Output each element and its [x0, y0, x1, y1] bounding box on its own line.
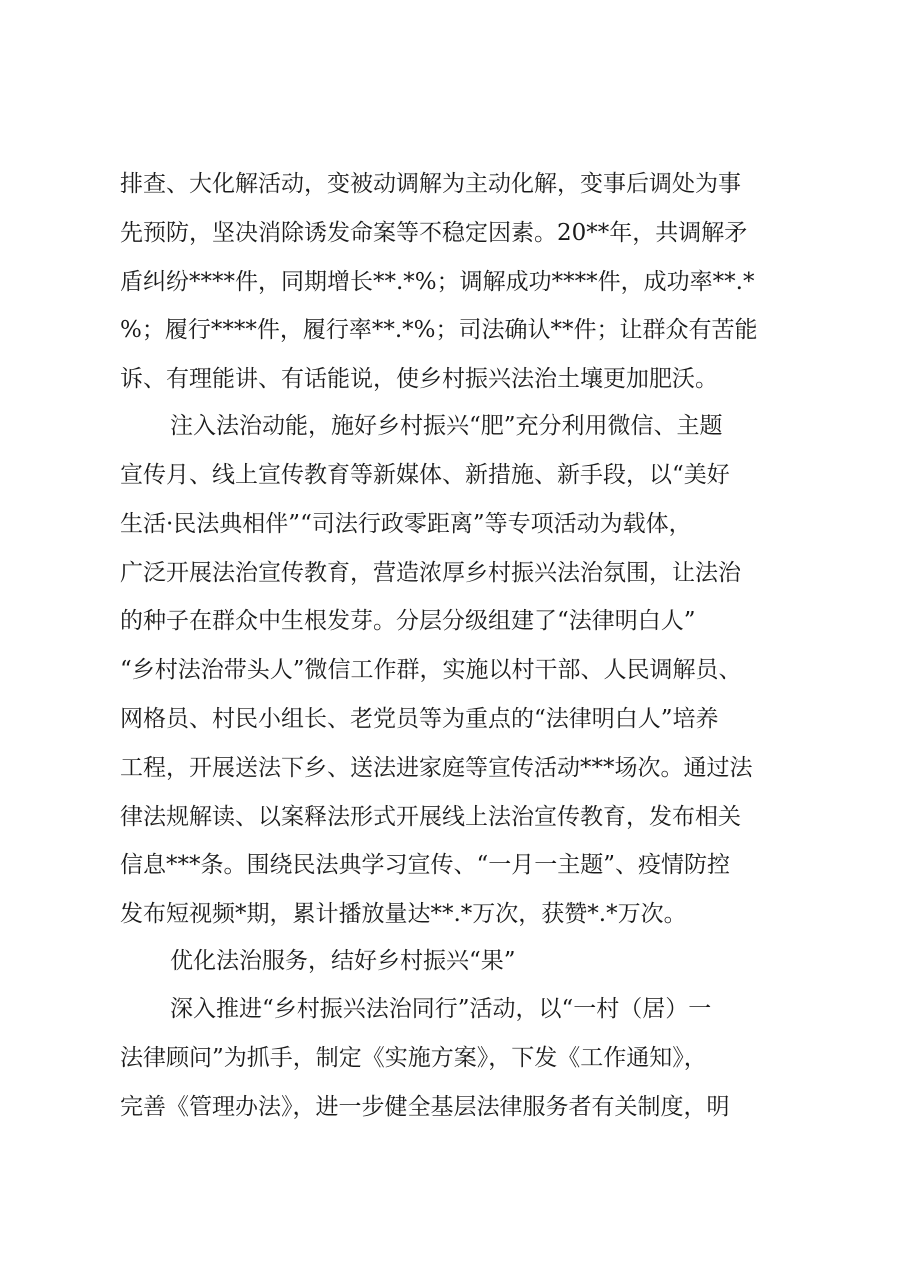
text-line-1: 排查、大化解活动，变被动调解为主动化解，变事后调处为事 — [120, 171, 741, 197]
text-line-5: 诉、有理能讲、有话能说，使乡村振兴法治土壤更加肥沃。 — [120, 366, 718, 392]
section-heading: 优化法治服务，结好乡村振兴“果” — [170, 948, 516, 974]
text-line-2: 先预防，坚决消除诱发命案等不稳定因素。20**年，共调解矛 — [120, 220, 748, 246]
text-line-8: 生活·民法典相伴”“司法行政零距离”等专项活动为载体， — [120, 511, 692, 537]
paragraph-start-line: 注入法治动能，施好乡村振兴“肥”充分利用微信、主题 — [170, 413, 723, 439]
text-line-13: 工程，开展送法下乡、送法进家庭等宣传活动***场次。通过法 — [120, 755, 753, 781]
paragraph-start-line: 深入推进“乡村振兴法治同行”活动，以“一村（居）一 — [170, 996, 712, 1022]
text-line-9: 广泛开展法治宣传教育，营造浓厚乡村振兴法治氛围，让法治 — [120, 560, 741, 586]
text-line-15: 信息***条。围绕民法典学习宣传、“一月一主题”、疫情防控 — [120, 852, 731, 878]
text-line-3: 盾纠纷****件，同期增长**.*%；调解成功****件，成功率**.* — [120, 269, 755, 295]
text-line-11: “乡村法治带头人”微信工作群，实施以村干部、人民调解员、 — [120, 657, 742, 683]
text-line-12: 网格员、村民小组长、老党员等为重点的“法律明白人”培养 — [120, 706, 719, 732]
text-line-7: 宣传月、线上宣传教育等新媒体、新措施、新手段，以“美好 — [120, 462, 730, 488]
text-line-4: %；履行****件，履行率**.*%；司法确认**件；让群众有苦能 — [120, 317, 758, 343]
text-line-10: 的种子在群众中生根发芽。分层分级组建了“法律明白人” — [120, 608, 696, 634]
text-line-19: 法律顾问”为抓手，制定《实施方案》，下发《工作通知》， — [120, 1045, 707, 1071]
text-line-14: 律法规解读、以案释法形式开展线上法治宣传教育，发布相关 — [120, 804, 741, 830]
text-line-16: 发布短视频*期，累计播放量达**.*万次，获赞*.*万次。 — [120, 901, 687, 927]
text-line-20: 完善《管理办法》，进一步健全基层法律服务者有关制度，明 — [120, 1094, 730, 1120]
